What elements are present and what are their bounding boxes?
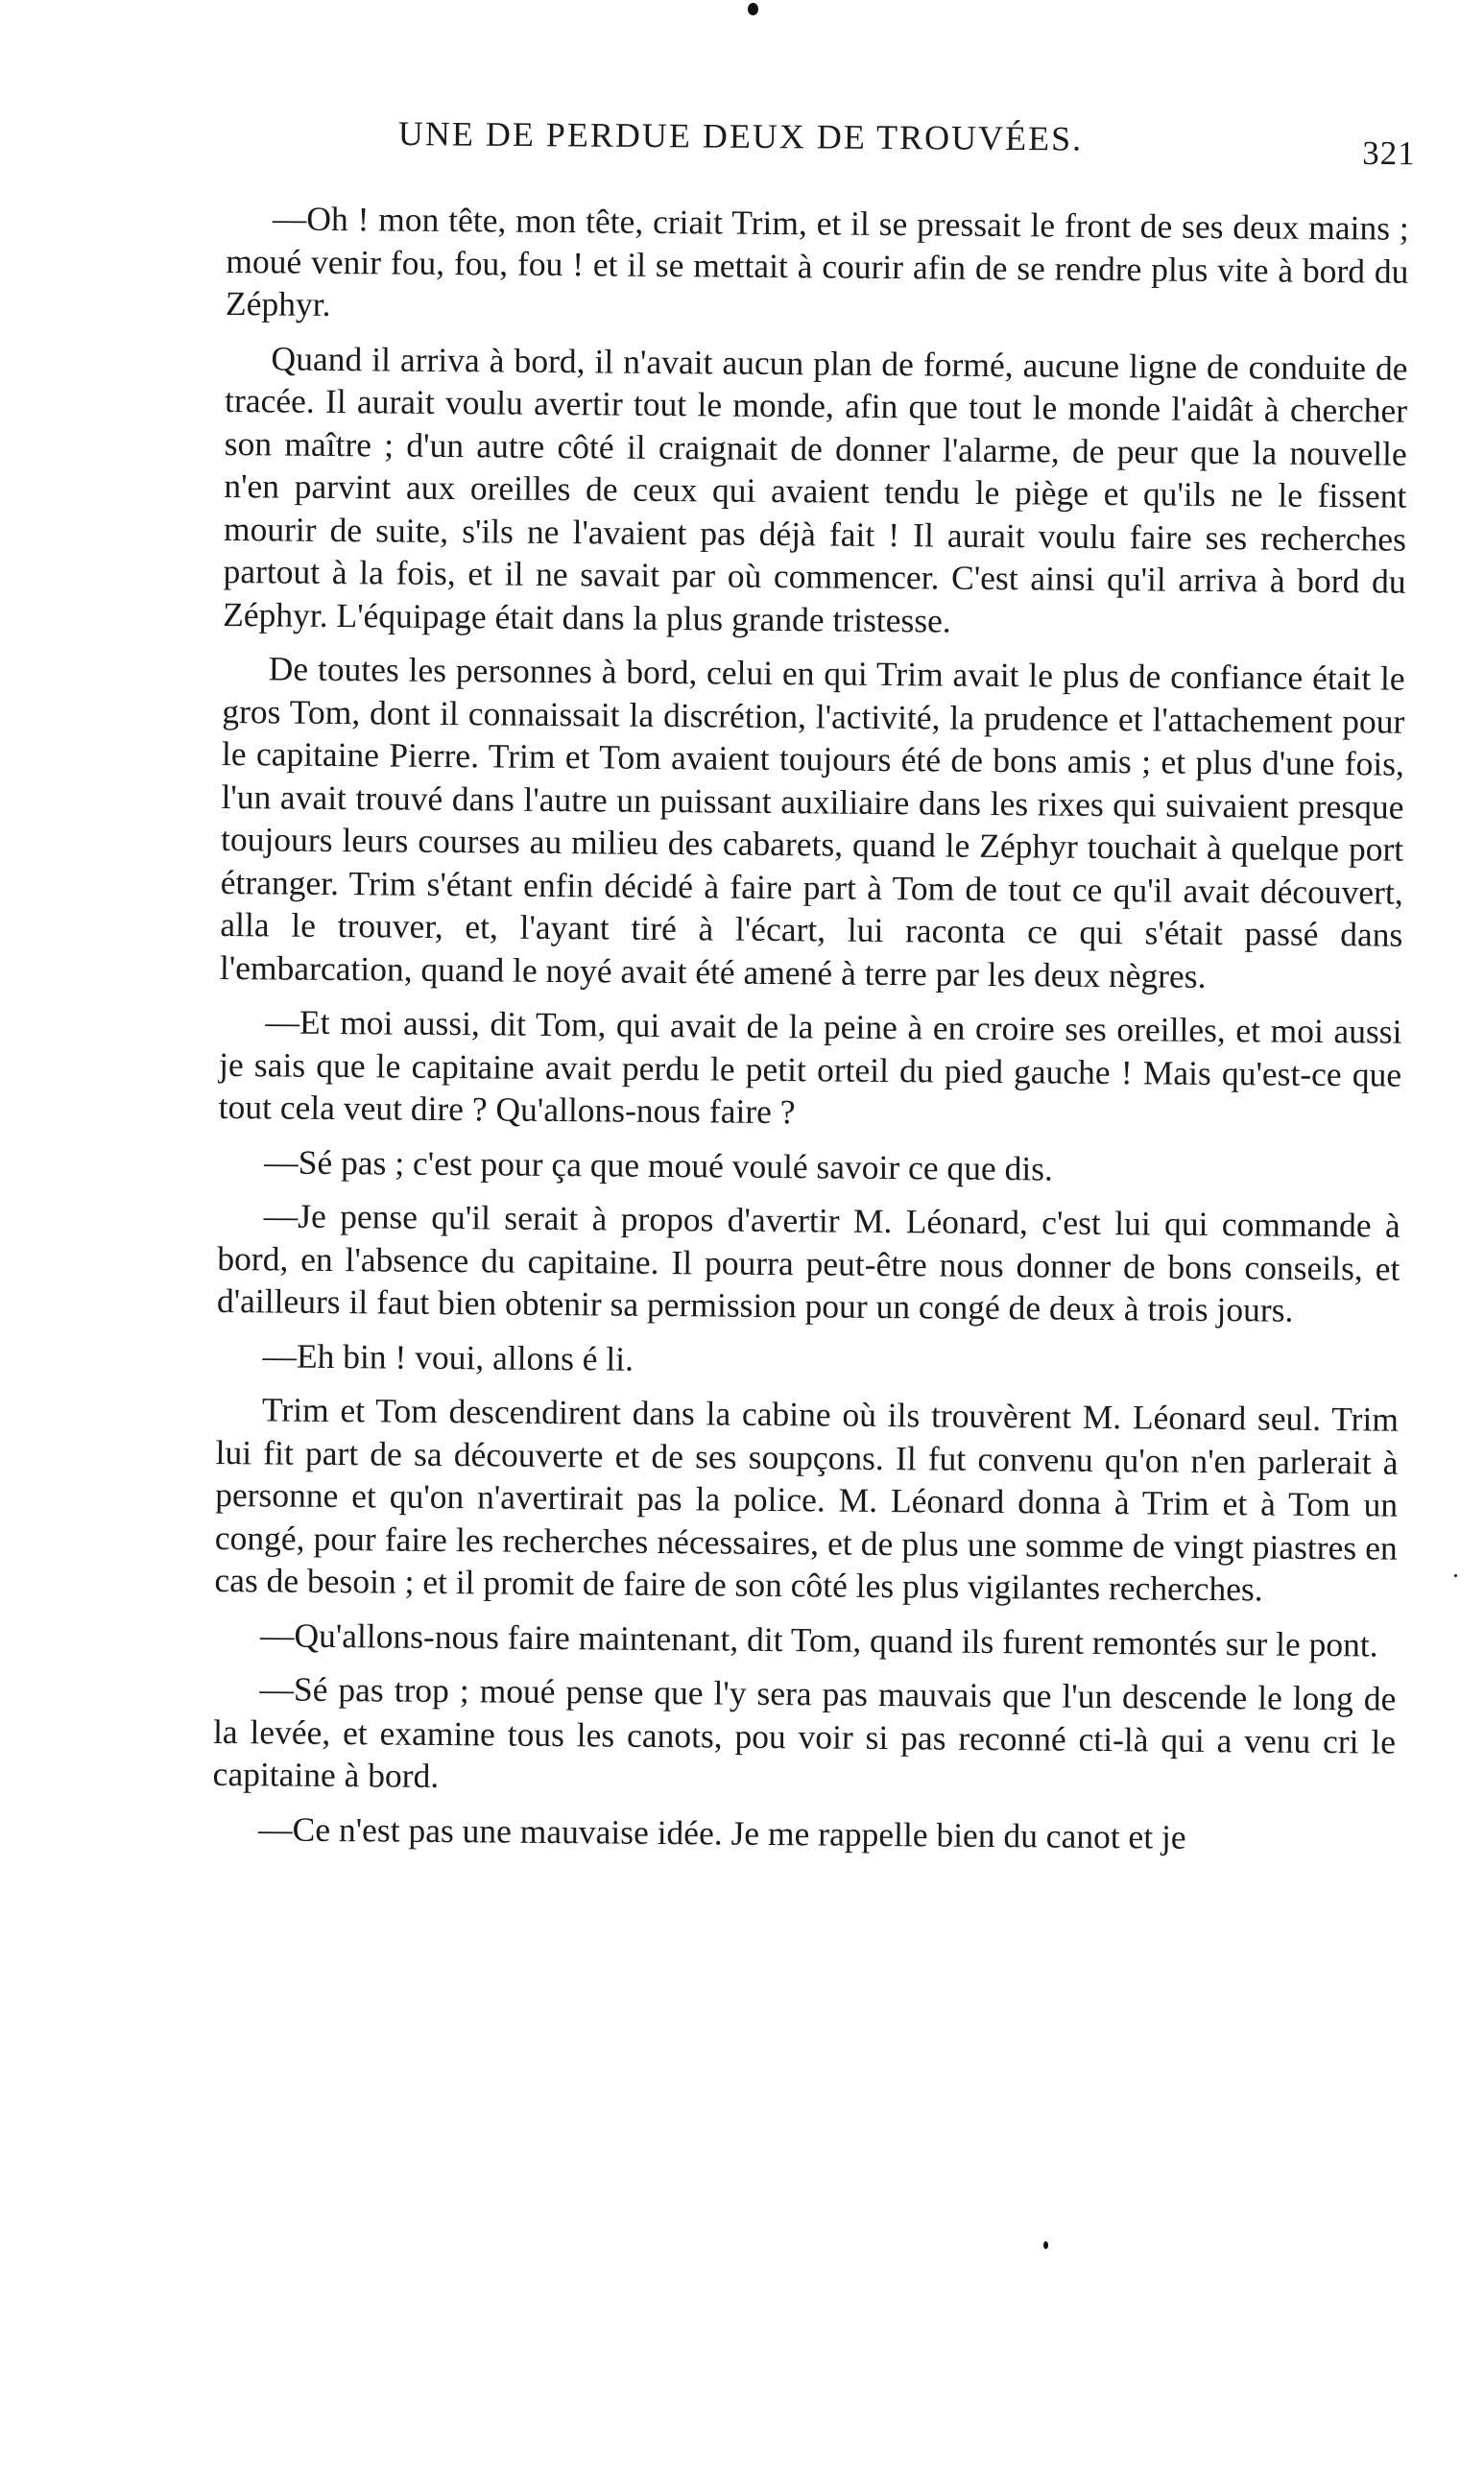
running-title: UNE DE PERDUE DEUX DE TROUVÉES. [397,113,1084,158]
paragraph: —Ce n'est pas une mauvaise idée. Je me rappelle bien du canot et je [257,1808,1186,1856]
paragraph: —Qu'allons-nous faire maintenant, dit Tom, quand ils furent remontés sur le pont. [259,1615,1378,1664]
ink-mark-top [748,3,758,15]
page-number: 321 [1362,133,1416,173]
paragraph: —Et moi aussi, dit Tom, qui avait de la peine à en croire ses oreilles, et moi aussi je sais que le capitaine avait perdu le petit orteil du pied gauche ! Mais qu'est-ce que tout cela veut dire ? Qu'allons-nous faire ? [218,1002,1402,1132]
paragraph: —Sé pas ; c'est pour ça que moué voulé savoir ce que dis. [264,1141,1054,1188]
paragraph: —Oh ! mon tête, mon tête, criait Trim, et il se pressait le front de ses deux mains ; moué venir fou, fou, fou ! et il se mettait à courir afin de se rendre plus vite à bord du Zéphyr. [225,199,1409,323]
paragraph: —Eh bin ! voui, allons é li. [262,1335,634,1378]
paragraph: —Sé pas trop ; moué pense que l'y sera pas mauvais que l'un descende le long de la levée, et examine tous les canots, pou voir si pas reconné cti-là qui a venu cri le capitaine à bord. [212,1669,1397,1795]
ink-speck [1454,1574,1457,1577]
paragraph: —Je pense qu'il serait à propos d'avertir M. Léonard, c'est lui qui commande à bord, en l'absence du capitaine. Il pourra peut-être nous donner de bons conseils, et d'ailleurs il faut bien obtenir sa permission pour un congé de deux à trois jours. [216,1196,1400,1329]
paragraph: Trim et Tom descendirent dans la cabine où ils trouvèrent M. Léonard seul. Trim lui fit part de sa découverte et de ses soupçons. Il fut convenu qu'on n'en parlerait à personne et qu'on n'avertirait pas la police. M. Léonard donna à Trim et à Tom un congé, pour faire les recherches nécessaires, et de plus une somme de vingt piastres en cas de besoin ; et il promit de faire de son côté les plus vigilantes recherches. [214,1390,1400,1609]
body-text [212,197,1409,1872]
page-header [398,113,1416,179]
ink-mark-bottom [1043,2241,1048,2249]
paragraph: De toutes les personnes à bord, celui en qui Trim avait le plus de confiance était le gros Tom, dont il connaissait la discrétion, l'activité, la prudence et l'attachement pour le capitaine Pierre. Trim et Tom avaient toujours été de bons amis ; et plus d'une fois, l'un avait trouvé dans l'autre un puissant auxiliaire dans les rixes qui suivaient presque toujours leurs courses au milieu des cabarets, quand le Zéphyr touchait à quelque port étranger. Trim s'étant enfin décidé à faire part à Tom de tout ce qu'il avait découvert, alla le trouver, et, l'ayant tiré à l'écart, lui raconta ce qui s'était passé dans l'embarcation, quand le noyé avait été amené à terre par les deux nègres. [219,649,1405,995]
paragraph: Quand il arriva à bord, il n'avait aucun plan de formé, aucune ligne de conduite de tracée. Il aurait voulu avertir tout le monde, afin que tout le monde l'aidât à chercher son maître ; d'un autre côté il craignait de donner l'alarme, de peur que la nouvelle n'en parvint aux oreilles de ceux qui avaient tendu le piège et qu'ils ne le fissent mourir de suite, s'ils ne l'avaient pas déjà fait ! Il aurait voulu faire ses recherches partout à la fois, et il ne savait par où commencer. C'est ainsi qu'il arriva à bord du Zéphyr. L'équipage était dans la plus grande tristesse. [223,338,1408,640]
